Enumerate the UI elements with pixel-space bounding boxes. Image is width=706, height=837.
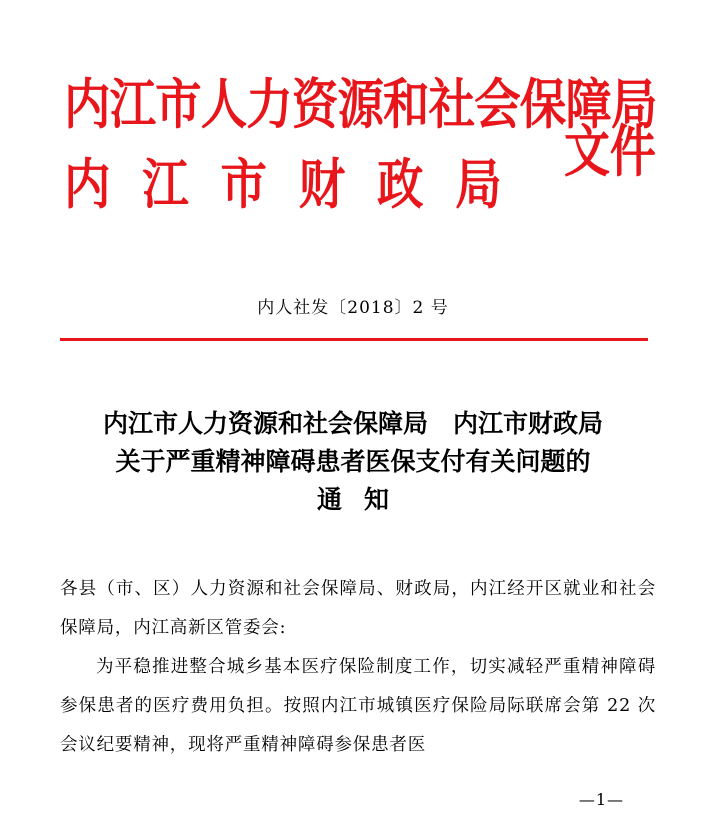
document-title	[0, 405, 706, 519]
title-line-1: 内江市人力资源和社会保障局 内江市财政局	[102, 409, 603, 438]
file-label: 文件	[564, 119, 656, 185]
recipients-paragraph: 各县（市、区）人力资源和社会保障局、财政局，内江经开区就业和社会保障局，内江高新区管委会:	[60, 579, 656, 638]
title-line-2: 关于严重精神障碍患者医保支付有关问题的	[115, 447, 591, 476]
body-paragraph-1: 为平稳推进整合城乡基本医疗保险制度工作，切实减轻严重精神障碍参保患者的医疗费用负担。按照内江市城镇医疗保险局际联席会第 22 次会议纪要精神，现将严重精神障碍参保患者医	[60, 657, 656, 755]
agency-name-hr: 内江市人力资源和社会保障局	[64, 72, 657, 136]
title-line-3: 通知	[316, 485, 411, 514]
page-number: —1—	[578, 790, 624, 809]
document-header	[64, 64, 664, 234]
document-number: 内人社发〔2018〕2 号	[257, 298, 449, 318]
document-body	[60, 570, 656, 765]
red-divider	[60, 338, 648, 341]
agency-name-finance: 内江市财政局	[64, 152, 534, 216]
